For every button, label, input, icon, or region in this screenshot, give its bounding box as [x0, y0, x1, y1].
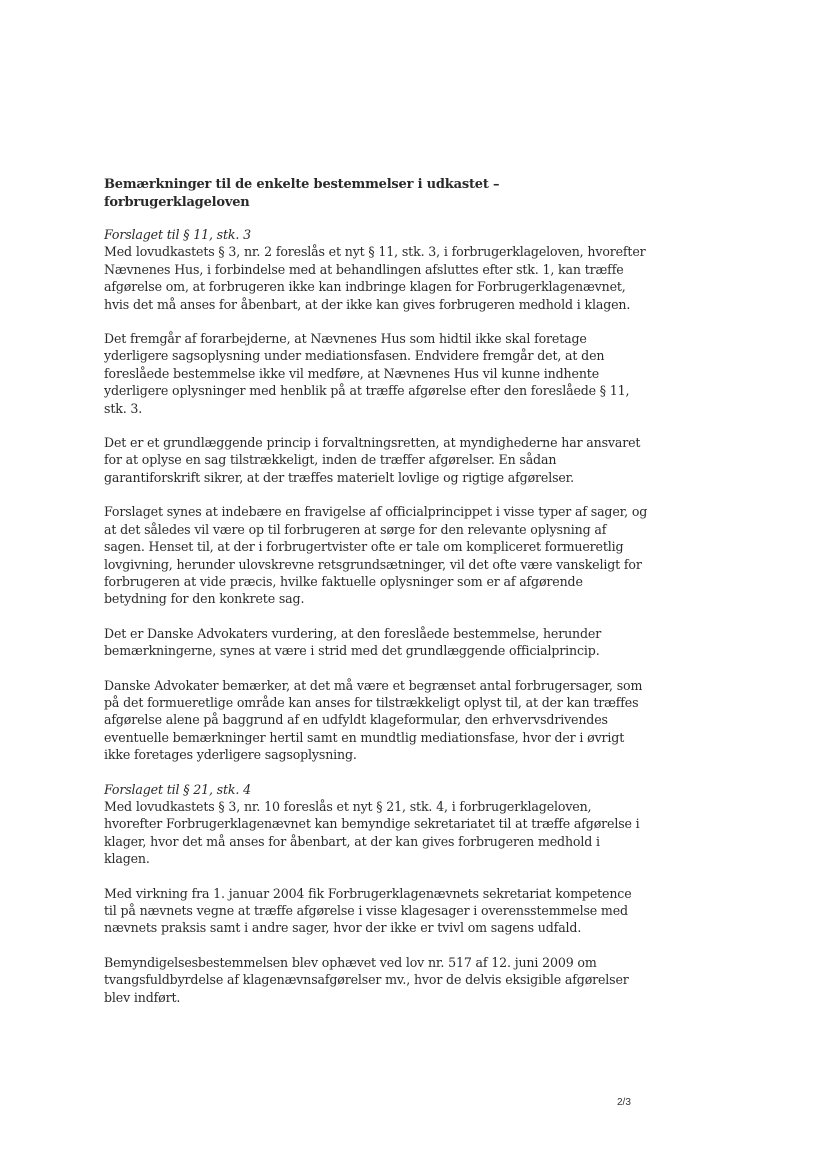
- paragraph: [104, 503, 648, 607]
- text-line: på det formueretlige område kan anses for tilstrækkeligt oplyst til, at der kan træffes: [104, 694, 639, 710]
- paragraph: [104, 885, 632, 937]
- text-line: klagen.: [104, 851, 150, 867]
- section-heading: Forslaget til § 11, stk. 3: [104, 227, 251, 242]
- paragraph: [104, 330, 630, 417]
- text-line: garantiforskrift sikrer, at der træffes materielt lovlige og rigtige afgørelser.: [104, 469, 575, 485]
- text-line: afgørelse om, at forbrugeren ikke kan indbringe klagen for Forbrugerklagenævnet,: [104, 279, 626, 295]
- text-line: nævnets praksis samt i andre sager, hvor der ikke er tvivl om sagens udfald.: [104, 920, 582, 936]
- paragraph: [104, 243, 646, 313]
- text-line: Med lovudkastets § 3, nr. 2 foreslås et nyt § 11, stk. 3, i forbrugerklageloven, hvorefter: [104, 244, 646, 260]
- text-line: stk. 3.: [104, 400, 143, 416]
- text-line: for at oplyse en sag tilstrækkeligt, inden de træffer afgørelser. En sådan: [104, 452, 557, 468]
- text-line: blev indført.: [104, 989, 181, 1005]
- text-line: Med lovudkastets § 3, nr. 10 foreslås et nyt § 21, stk. 4, i forbrugerklageloven,: [104, 798, 592, 814]
- text-line: Nævnenes Hus, i forbindelse med at behandlingen afsluttes efter stk. 1, kan træffe: [104, 261, 624, 277]
- text-line: tvangsfuldbyrdelse af klagenævnsafgørelser mv., hvor de delvis eksigible afgørelser: [104, 972, 629, 988]
- document-title-line: Bemærkninger til de enkelte bestemmelser i udkastet –: [104, 177, 500, 192]
- document-title: [104, 176, 624, 212]
- text-line: yderligere sagsoplysning under mediationsfasen. Endvidere fremgår det, at den: [104, 348, 605, 364]
- text-line: Forslaget synes at indebære en fravigelse af officialprincippet i visse typer af sager, og: [104, 504, 648, 520]
- section-forslaget-11: [104, 226, 648, 764]
- text-line: foreslåede bestemmelse ikke vil medføre, at Nævnenes Hus vil kunne indhente: [104, 365, 599, 381]
- text-line: Det er Danske Advokaters vurdering, at den foreslåede bestemmelse, herunder: [104, 625, 602, 641]
- text-line: lovgivning, herunder ulovskrevne retsgrundsætninger, vil det ofte være vanskeligt for: [104, 556, 642, 572]
- text-line: Med virkning fra 1. januar 2004 fik Forbrugerklagenævnets sekretariat kompetence: [104, 885, 632, 901]
- section-forslaget-21: [104, 781, 640, 1006]
- paragraph: [104, 434, 641, 486]
- text-line: til på nævnets vegne at træffe afgørelse i visse klagesager i overensstemmelse med: [104, 903, 628, 918]
- document-body: [104, 176, 648, 1023]
- text-line: afgørelse alene på baggrund af en udfyldt klageformular, den erhvervsdrivendes: [104, 712, 608, 728]
- document-title-line: forbrugerklageloven: [104, 195, 250, 210]
- paragraph: [104, 798, 640, 868]
- paragraph: [104, 954, 629, 1006]
- paragraph: [104, 625, 624, 660]
- paragraph: [104, 677, 643, 764]
- page-number: 2/3: [617, 1097, 631, 1108]
- text-line: eventuelle bemærkninger hertil samt en mundtlig mediationsfase, hvor der i øvrigt: [104, 729, 625, 745]
- text-line: Bemyndigelsesbestemmelsen blev ophævet ved lov nr. 517 af 12. juni 2009 om: [104, 954, 597, 970]
- text-line: Danske Advokater bemærker, at det må være et begrænset antal forbrugersager, som: [104, 677, 643, 693]
- text-line: ikke foretages yderligere sagsoplysning.: [104, 747, 357, 763]
- text-line: bemærkningerne, synes at være i strid med det grundlæggende officialprincip.: [104, 643, 600, 659]
- text-line: hvis det må anses for åbenbart, at der ikke kan gives forbrugeren medhold i klagen.: [104, 296, 631, 312]
- text-line: hvorefter Forbrugerklagenævnet kan bemyndige sekretariatet til at træffe afgørelse i: [104, 816, 640, 832]
- text-line: forbrugeren at vide præcis, hvilke faktuelle oplysninger som er af afgørende: [104, 573, 583, 589]
- section-heading: Forslaget til § 21, stk. 4: [104, 781, 251, 797]
- text-line: sagen. Henset til, at der i forbrugertvister ofte er tale om kompliceret formueretlig: [104, 539, 624, 555]
- text-line: betydning for den konkrete sag.: [104, 591, 305, 607]
- text-line: Det er et grundlæggende princip i forvaltningsretten, at myndighederne har ansvaret: [104, 435, 641, 451]
- text-line: at det således vil være op til forbrugeren at sørge for den relevante oplysning af: [104, 521, 607, 537]
- text-line: Det fremgår af forarbejderne, at Nævnenes Hus som hidtil ikke skal foretage: [104, 331, 587, 347]
- text-line: klager, hvor det må anses for åbenbart, at der kan gives forbrugeren medhold i: [104, 833, 600, 849]
- text-line: yderligere oplysninger med henblik på at træffe afgørelse efter den foreslåede § 11,: [104, 383, 630, 399]
